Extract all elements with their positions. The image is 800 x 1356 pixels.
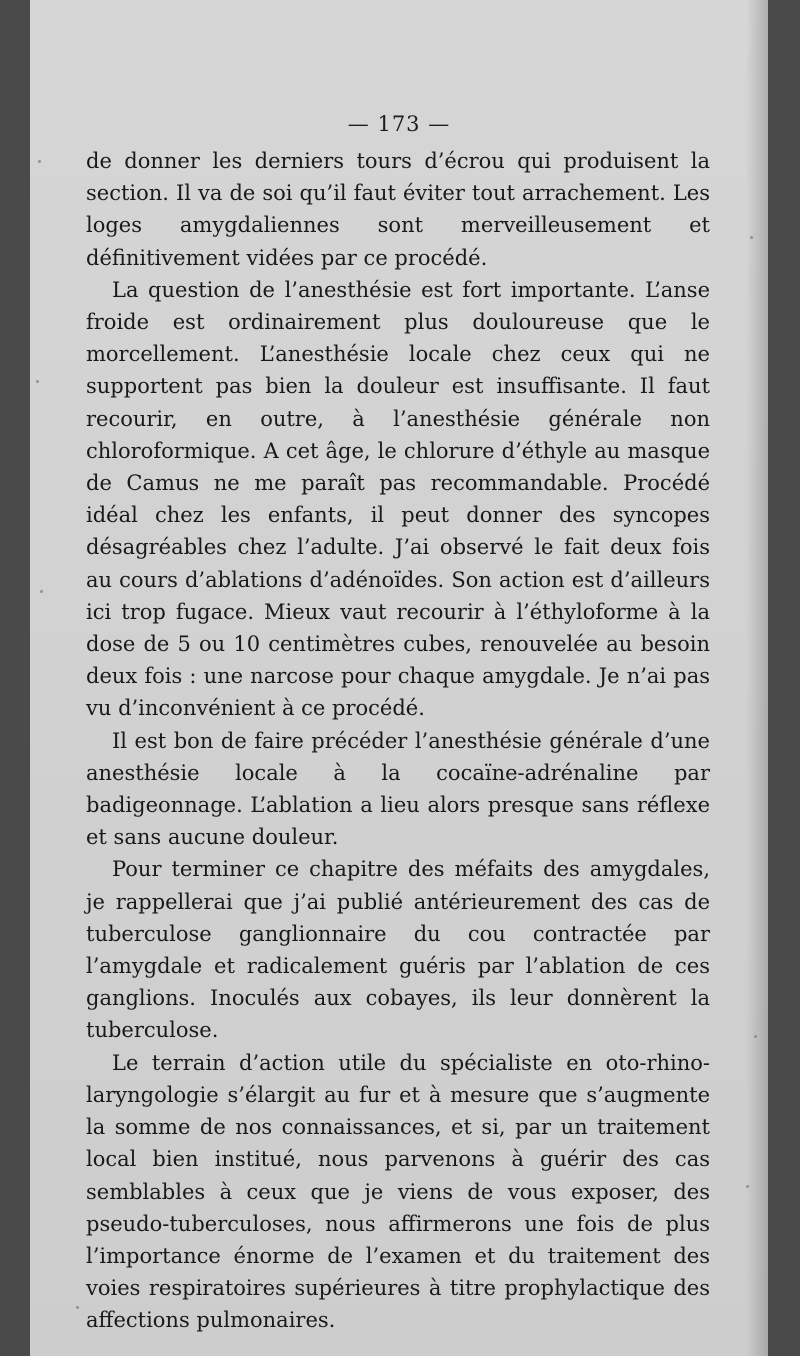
scanned-page <box>30 0 768 1356</box>
paper-speck <box>746 1185 749 1188</box>
paper-speck <box>40 590 43 593</box>
page-edge-shadow <box>746 0 768 1356</box>
paragraph-anesthesia: La question de l’anesthésie est fort importante. L’anse froide est ordinairement plus douloureuse que le morcellement. L’anesthésie locale chez ceux qui ne supportent pas bien la douleur est insuffisante. Il faut recourir, en outre, à l’anesthésie générale non chloroformique. A cet âge, le chlorure d’éthyle au masque de Camus ne me paraît pas recommandable. Procédé idéal chez les enfants, il peut donner des syncopes désagréables chez l’adulte. J’ai observé le fait deux fois au cours d’ablations d’adénoïdes. Son action est d’ailleurs ici trop fugace. Mieux vaut recourir à l’éthyloforme à la dose de 5 ou 10 centimètres cubes, renouvelée au besoin deux fois : une narcose pour chaque amygdale. Je n’ai pas vu d’inconvénient à ce procédé. <box>86 277 710 721</box>
paragraph-continued: de donner les derniers tours d’écrou qui produisent la section. Il va de soi qu’il faut éviter tout arrachement. Les loges amygdaliennes sont merveilleusement et définitivement vidées par ce procédé. <box>86 149 710 270</box>
body-text <box>86 145 710 1337</box>
paper-speck <box>750 236 753 239</box>
paper-speck <box>754 1035 757 1038</box>
paragraph-conclusion: Le terrain d’action utile du spécialiste en oto-rhino-laryngologie s’élargit au fur et à mesure que s’augmente la somme de nos connaissances, et si, par un traitement local bien institué, nous parvenons à guérir des cas semblables à ceux que je viens de vous exposer, des pseudo-tuberculoses, nous affirmerons une fois de plus l’importance énorme de l’examen et du traitement des voies respiratoires supérieures à titre prophylactique des affections pulmonaires. <box>86 1050 710 1333</box>
paragraph-tuberculosis: Pour terminer ce chapitre des méfaits des amygdales, je rappellerai que j’ai publié antérieurement des cas de tuberculose ganglionnaire du cou contractée par l’amygdale et radicalement guéris par l’ablation de ces ganglions. Inoculés aux cobayes, ils leur donnèrent la tuberculose. <box>86 857 710 1043</box>
page-number: — 173 — <box>347 112 451 136</box>
paper-speck <box>36 380 39 383</box>
paper-speck <box>38 160 41 163</box>
paper-speck <box>76 1306 79 1309</box>
paragraph-local-anesthesia: Il est bon de faire précéder l’anesthésie générale d’une anesthésie locale à la cocaïne-adrénaline par badigeonnage. L’ablation a lieu alors presque sans réflexe et sans aucune douleur. <box>86 728 710 850</box>
